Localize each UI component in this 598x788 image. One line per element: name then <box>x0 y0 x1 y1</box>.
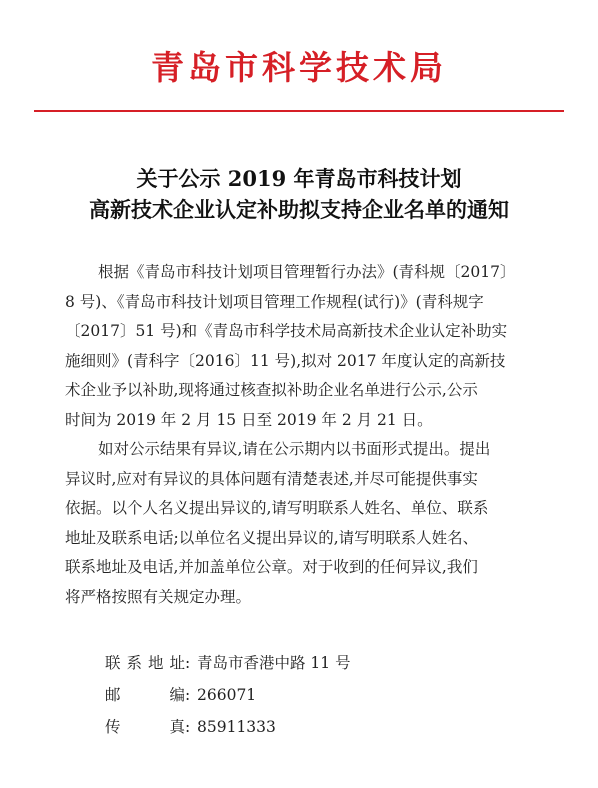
paragraph-line: 将严格按照有关规定办理。 <box>65 587 252 606</box>
paragraph-line: 8 号)、《青岛市科技计划项目管理工作规程(试行)》(青科规字 <box>65 292 484 311</box>
notice-title <box>20 163 578 225</box>
paragraph-line: 〔2017〕51 号)和《青岛市科学技术局高新技术企业认定补助实 <box>65 322 508 340</box>
contact-label: 邮编 <box>105 686 185 704</box>
paragraph-line: 施细则》(青科字〔2016〕11 号),拟对 2017 年度认定的高新技 <box>65 351 506 370</box>
paragraph-line: 地址及联系电话;以单位名义提出异议的,请写明联系人姓名、 <box>65 528 479 547</box>
contact-fax: 传真 : 85911333 <box>105 711 351 743</box>
contact-label: 联系地址 <box>105 654 185 672</box>
paragraph-line: 术企业予以补助,现将通过核查拟补助企业名单进行公示,公示 <box>65 381 478 399</box>
contact-value: 266071 <box>197 686 257 704</box>
letterhead-rule <box>34 110 564 112</box>
contact-label: 传真 <box>105 718 185 736</box>
contact-address: 联系地址 : 青岛市香港中路 11 号 <box>105 647 351 679</box>
paragraph-line: 异议时,应对有异议的具体问题有清楚表述,并尽可能提供事实 <box>65 469 478 488</box>
contact-postcode: 邮编 : 266071 <box>105 679 351 711</box>
paragraph-line: 联系地址及电话,并加盖单位公章。对于收到的任何异议,我们 <box>65 558 478 576</box>
contact-value: 85911333 <box>197 718 276 736</box>
letterhead-title: 青岛市科学技术局 <box>151 48 447 87</box>
paragraph-line: 根据《青岛市科技计划项目管理暂行办法》(青科规〔2017〕 <box>98 263 516 281</box>
contact-value: 青岛市香港中路 11 号 <box>197 654 351 672</box>
paragraph-objection <box>65 435 555 612</box>
paragraph-line: 依据。以个人名义提出异议的,请写明联系人姓名、单位、联系 <box>65 499 489 517</box>
paragraph-line: 如对公示结果有异议,请在公示期内以书面形式提出。提出 <box>98 440 491 458</box>
notice-title-line-1: 关于公示 2019 年青岛市科技计划 <box>136 166 462 191</box>
contact-block <box>105 647 351 743</box>
paragraph-basis <box>65 258 555 435</box>
notice-title-line-2: 高新技术企业认定补助拟支持企业名单的通知 <box>89 197 509 222</box>
notice-body <box>65 258 555 612</box>
paragraph-line: 时间为 2019 年 2 月 15 日至 2019 年 2 月 21 日。 <box>65 410 433 429</box>
